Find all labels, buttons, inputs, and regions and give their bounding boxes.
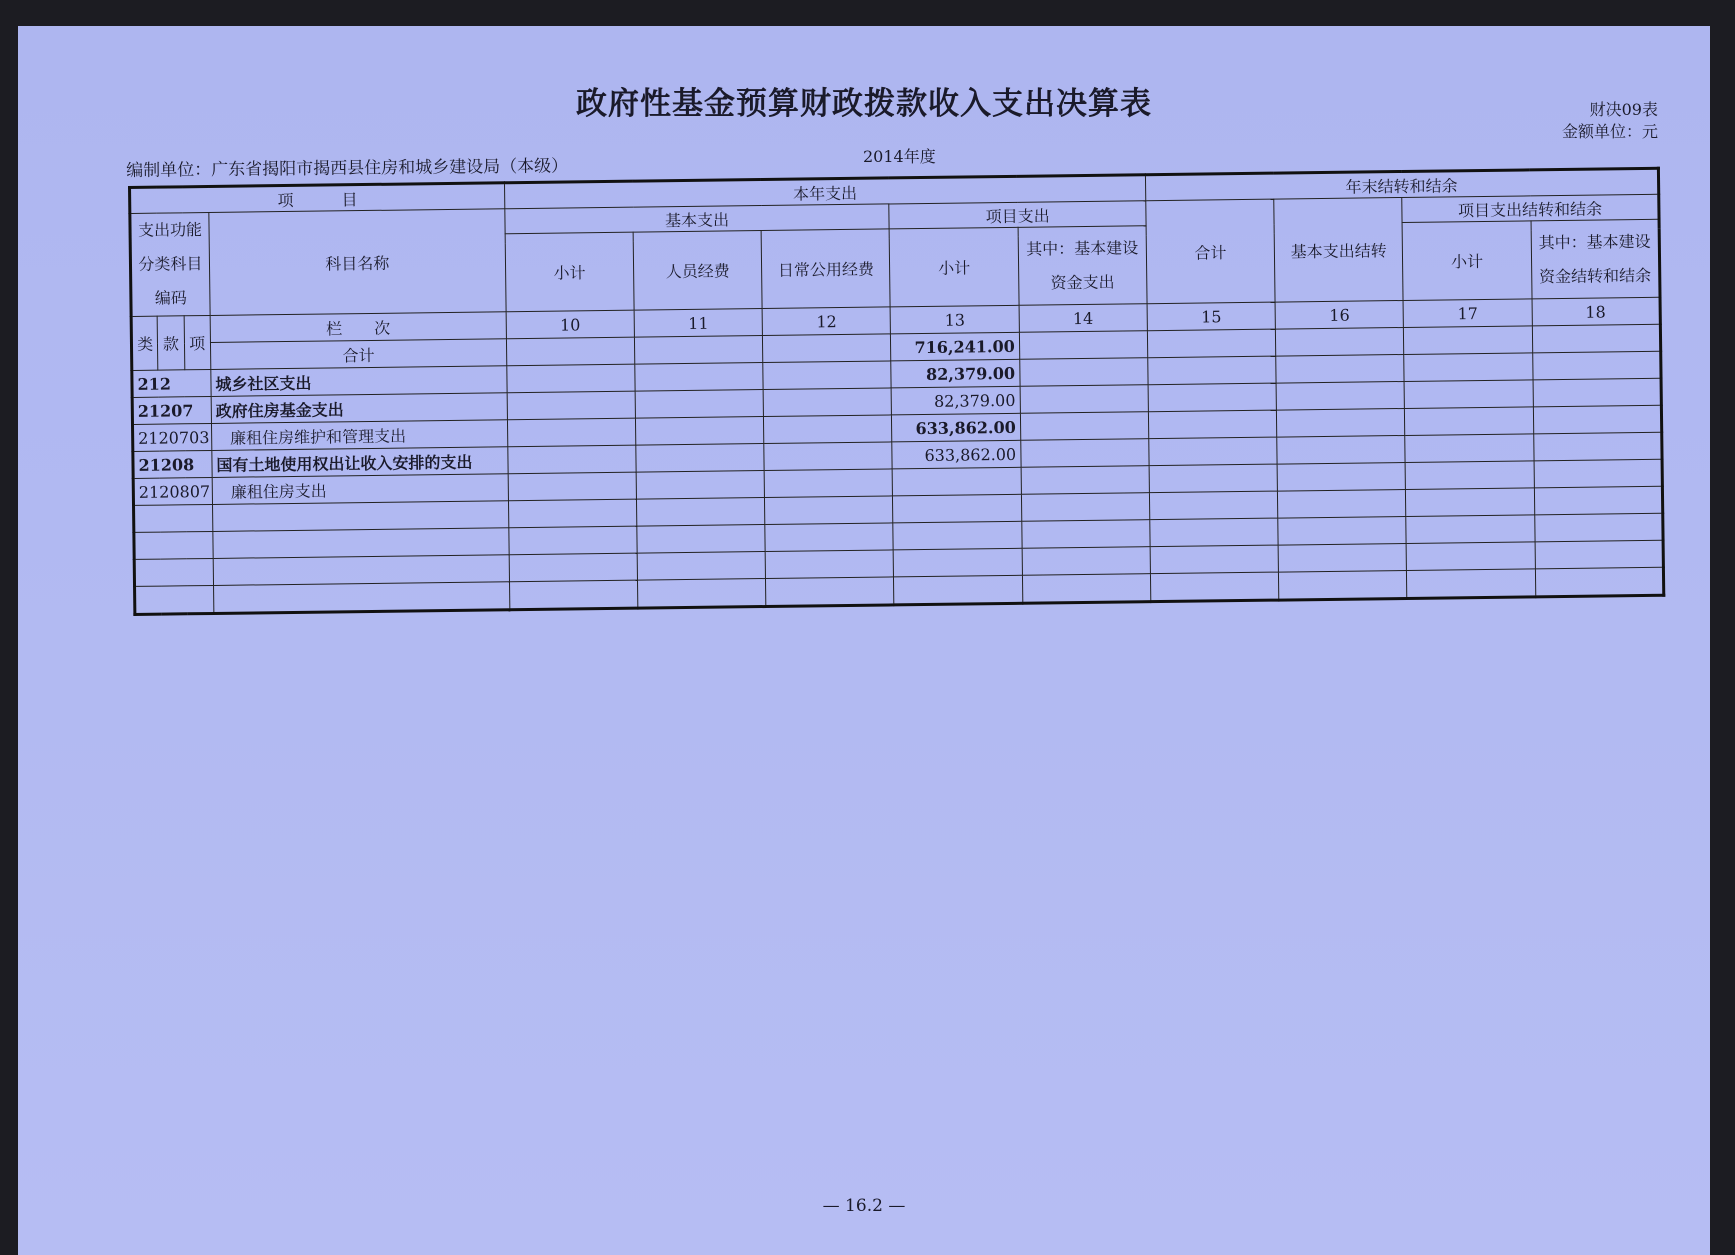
col-number: 13 xyxy=(891,305,1020,334)
header-of-which-capital-balance: 其中：基本建设资金结转和结余 xyxy=(1531,219,1660,299)
row-code: 21207 xyxy=(132,396,211,424)
fiscal-year: 2014年度 xyxy=(863,147,936,166)
total-row-col13: 716,241.00 xyxy=(891,332,1020,361)
header-subtotal-basic: 小计 xyxy=(505,232,634,312)
form-number: 财决09表 xyxy=(1589,100,1658,119)
header-personnel: 人员经费 xyxy=(633,231,762,311)
col-number: 15 xyxy=(1147,302,1276,331)
row-col13: 633,862.00 xyxy=(892,413,1021,442)
column-no-label: 栏 次 xyxy=(210,312,506,343)
compiling-unit: 编制单位：广东省揭阳市揭西县住房和城乡建设局（本级） xyxy=(126,156,569,181)
header-basic-balance: 基本支出结转 xyxy=(1274,197,1404,302)
header-subject-name: 科目名称 xyxy=(209,209,506,316)
row-name: 廉租住房支出 xyxy=(212,474,508,505)
header-subtotal-project: 小计 xyxy=(890,227,1019,307)
budget-table xyxy=(128,167,1665,616)
header-item: 项 目 xyxy=(130,183,505,214)
row-col13: 633,862.00 xyxy=(892,440,1021,469)
header-subtotal-balance: 小计 xyxy=(1402,221,1531,301)
col-number: 14 xyxy=(1019,304,1148,333)
document-sheet xyxy=(18,26,1710,1255)
col-number: 16 xyxy=(1275,300,1404,329)
table-container xyxy=(128,167,1665,616)
total-row-label: 合计 xyxy=(210,339,506,370)
header-code-col: 支出功能分类科目编码 xyxy=(130,212,210,316)
form-info xyxy=(1562,99,1658,143)
col-number: 12 xyxy=(762,307,891,336)
header-total: 合计 xyxy=(1146,199,1276,304)
row-name: 政府住房基金支出 xyxy=(211,393,507,424)
col-number: 18 xyxy=(1532,297,1661,326)
row-name: 城乡社区支出 xyxy=(211,366,507,397)
page-number: — 16.2 — xyxy=(822,1196,906,1216)
row-code: 2120807 xyxy=(133,477,212,505)
header-project-balance: 项目支出结转和结余 xyxy=(1402,194,1659,222)
row-col13 xyxy=(893,467,1022,496)
col-number: 11 xyxy=(634,309,763,338)
row-code: 212 xyxy=(132,369,211,397)
amount-unit: 金额单位：元 xyxy=(1561,122,1658,141)
page-title: 政府性基金预算财政拨款收入支出决算表 xyxy=(576,86,1152,122)
header-basic-expense: 基本支出 xyxy=(505,204,890,234)
col-number: 10 xyxy=(506,310,635,339)
row-name: 廉租住房维护和管理支出 xyxy=(211,420,507,451)
row-code: 2120703 xyxy=(132,423,211,451)
header-lei: 类 xyxy=(131,316,158,370)
col-number: 17 xyxy=(1403,299,1532,328)
row-col13: 82,379.00 xyxy=(891,359,1020,388)
header-current-year-expense: 本年支出 xyxy=(504,175,1145,209)
row-col13: 82,379.00 xyxy=(892,386,1021,415)
header-xiang: 项 xyxy=(184,315,211,369)
row-name: 国有土地使用权出让收入安排的支出 xyxy=(212,447,508,478)
header-of-which-capital: 其中：基本建设资金支出 xyxy=(1018,226,1147,306)
header-daily-public: 日常公用经费 xyxy=(761,229,890,309)
row-code: 21208 xyxy=(133,450,212,478)
header-year-end-balance: 年末结转和结余 xyxy=(1145,168,1658,200)
header-kuan: 款 xyxy=(157,316,184,370)
header-project-expense: 项目支出 xyxy=(889,201,1146,229)
